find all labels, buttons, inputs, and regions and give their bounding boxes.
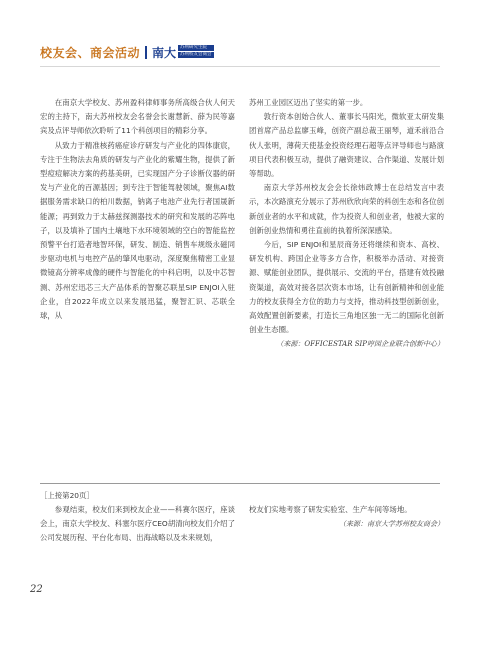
paragraph: 从致力于精准核药癌症诊疗研发与产业化的四体康宸，专注于生物法去角质的研发与产业化的紫耀生物，提供了新型痘痘解决方案的药基美研，已实现国产分子诊断仪器的研发与产业化的百源基因；到专注于智能驾驶领域，聚焦AI数据服务需求缺口的柏川数据，钠离子电池产业先行者国晟新能源；再到致力于太赫兹探测器技术的研究和发展的芯阵电子，以及填补了国内土壤地下水环境领域的空白的智能监控预警平台打造者地智环保，研发、制造、销售车规级永磁同步驱动电机与电控产品的肇风电驱动，深度聚焦精密工业显微镜高分辨率成像的硬件与智能化的中科启明，以及中芯智测、苏州宏迅芯三大产品体系的智聚芯联星SIP ENJOI入驻企业，自2022年成立以来发展迅猛，聚智汇识、芯联全球，从 — [40, 140, 235, 321]
continued-column-right — [249, 503, 444, 531]
article-source: （来源：南京大学苏州校友商会） — [339, 520, 444, 529]
logo-line-1: 苏州研究生院 — [178, 45, 214, 51]
article-column-right — [249, 96, 444, 352]
paragraph: 南京大学苏州校友会会长徐炜政博士在总结发言中表示，本次路演充分展示了苏州欣欣向荣的科创生态和各位创新创业者的水平和成就，作为投资人和创业者，他被大家的创新创业热情和勇往直前的执着所深深感染。 — [249, 183, 444, 235]
article-column-left — [40, 96, 235, 323]
page-header — [40, 42, 214, 62]
paragraph: 今后，SIP ENJOI和星辰商务还将继续和资本、高校、研发机构、跨国企业等多方合作，积极举办活动、对接资源、赋能创业团队，提供展示、交流的平台，搭建有效投融资渠道，高效对接各层次资本市场，让有创新精神和创业能力的校友获得全方位的助力与支持，推动科技型创新创业，高效配置创新要素，打造长三角地区独一无二的国际化创新创业生态圈。 — [249, 240, 444, 335]
paragraph: 参观结束，校友们来到校友企业——科赛尔医疗，座谈会上，南京大学校友、科塞尔医疗CEO胡清向校友们介绍了公司发展历程、平台化布局、出海战略以及未来规划， — [40, 505, 235, 543]
paragraph: 敦行资本创始合伙人、董事长马阳光，微软亚太研发集团首席产品总监廖玉峰，创资产副总裁王丽琴，道禾前沿合伙人张明，薄荷天使基金投资经理石超等点评导师也与路演项目代表积极互动，提供了融资建议、合作渠道、发展计划等帮助。 — [249, 112, 444, 179]
continued-from-label: ［上接第20页］ — [40, 491, 94, 500]
section-title: 校友会、商会活动 — [40, 45, 141, 60]
section-divider — [40, 483, 440, 484]
paragraph: 校友们实地考察了研发实验室、生产车间等场地。 — [249, 505, 412, 514]
title-divider — [145, 46, 147, 59]
article-source: （来源：OFFICESTAR SIP哼园企业联合创新中心） — [276, 340, 444, 349]
paragraph: 在南京大学校友、苏州盈科律师事务所高级合伙人何天宏的主持下，南大苏州校友会名誉会长谢慧新、薛为民等嘉宾及点评导师依次聆听了11个科创项目的精彩分享。 — [40, 98, 235, 136]
brand-name: 南大 — [152, 45, 177, 60]
paragraph: 苏州工业园区迈出了坚实的第一步。 — [249, 98, 368, 107]
logo-line-2: 苏州校友会商会 — [180, 52, 212, 57]
header-rule — [40, 66, 440, 67]
page-number: 22 — [30, 584, 43, 595]
continued-column-left — [40, 503, 235, 546]
logo-badge — [178, 45, 214, 59]
